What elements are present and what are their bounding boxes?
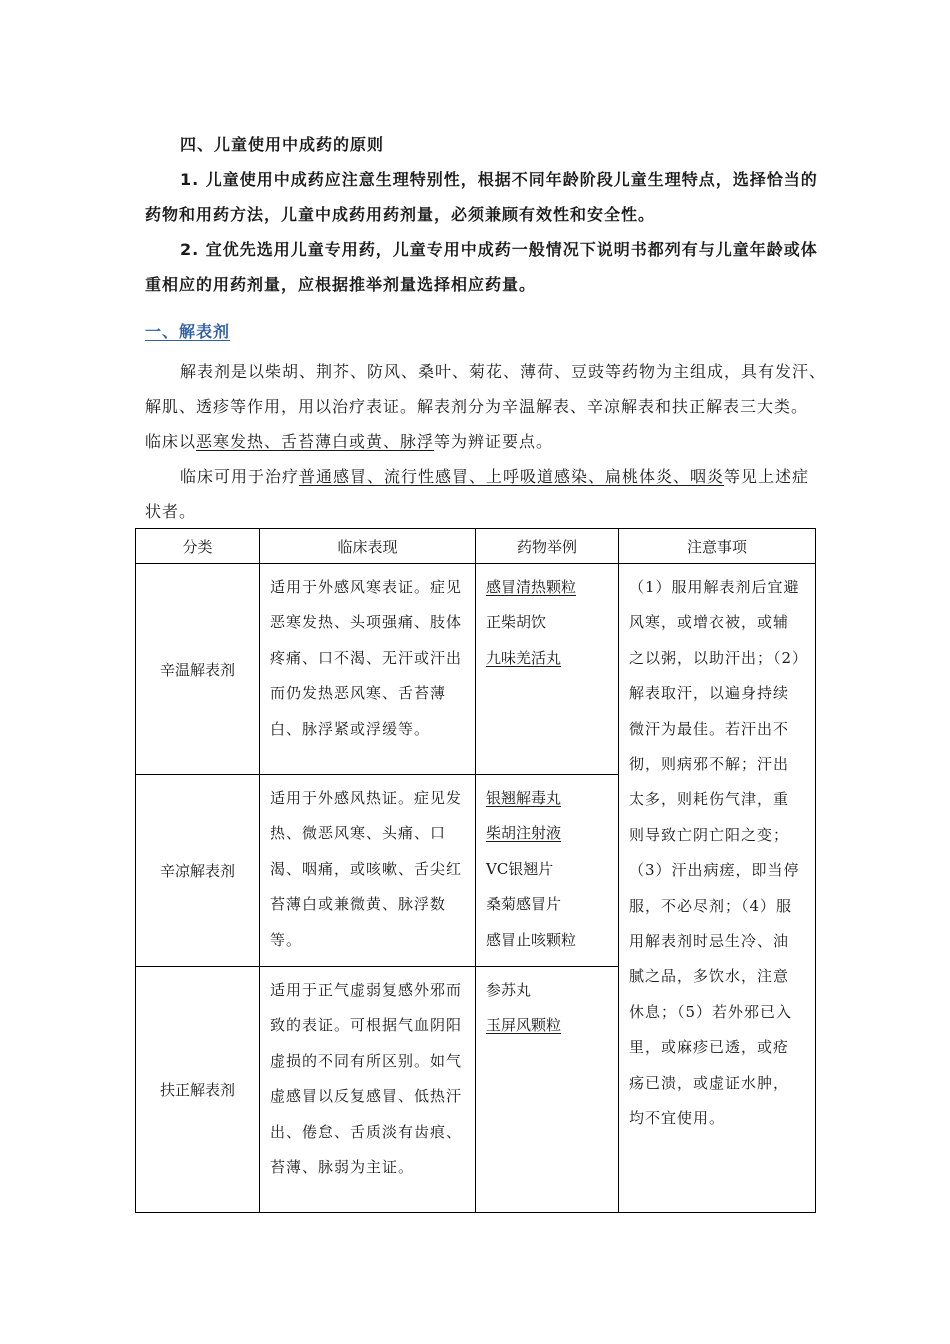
drug-name: 感冒止咳颗粒: [486, 930, 577, 949]
drug-link[interactable]: 柴胡注射液: [486, 824, 562, 843]
row-category: 辛温解表剂: [136, 564, 260, 775]
section4-heading: 四、儿童使用中成药的原则: [180, 135, 385, 154]
drug-link[interactable]: 九味羌活丸: [486, 648, 562, 667]
section1-para1-line2: 解肌、透疹等作用，用以治疗表证。解表剂分为辛温解表、辛凉解表和扶正解表三大类。: [145, 397, 809, 416]
para2-line1-post: 等见上述症: [724, 467, 810, 486]
header-drugs: 药物举例: [476, 529, 619, 564]
drug-link[interactable]: 银翘解毒丸: [486, 789, 562, 807]
table-row: [136, 564, 816, 775]
section1-para2-line1: [180, 465, 809, 489]
applicable-diseases: 普通感冒、流行性感冒、上呼吸道感染、扁桃体炎、咽炎: [299, 467, 725, 486]
drug-link[interactable]: 玉屏风颗粒: [486, 1016, 562, 1035]
row-drugs: [476, 564, 619, 775]
header-symptoms: 临床表现: [260, 529, 476, 564]
header-notes: 注意事项: [619, 529, 816, 564]
row-category: 辛凉解表剂: [136, 775, 260, 967]
para1-line3-pre: 临床以: [145, 432, 197, 451]
row-symptoms: [260, 564, 476, 775]
section1-para2-line2: 状者。: [145, 502, 197, 521]
section1-para1-line3: [145, 430, 553, 454]
section4-p1-line1: 1. 儿童使用中成药应注意生理特别性，根据不同年龄阶段儿童生理特点，选择恰当的: [180, 170, 818, 189]
section1-heading[interactable]: 一、解表剂: [145, 322, 231, 341]
drug-name: 桑菊感冒片: [486, 895, 562, 914]
section1-para1-line1: 解表剂是以柴胡、荆芥、防风、桑叶、菊花、薄荷、豆豉等药物为主组成，具有发汗、: [180, 362, 827, 381]
para1-line3-post: 等为辨证要点。: [434, 432, 554, 451]
section4-p1-line2: 药物和用药方法，儿童中成药用药剂量，必须兼顾有效性和安全性。: [145, 205, 656, 224]
row-symptoms: [260, 967, 476, 1213]
diagnosis-key-points: 恶寒发热、舌苔薄白或黄、脉浮: [196, 432, 435, 451]
drug-name: VC银翘片: [486, 859, 554, 878]
drug-name: 参苏丸: [486, 981, 532, 1000]
symptoms-text: 适用于外感风寒表证。症见恶寒发热、头项强痛、肢体疼痛、口不渴、无汗或汗出而仍发热恶风寒、舌苔薄白、脉浮紧或浮缓等。: [270, 578, 463, 738]
para2-line1-pre: 临床可用于治疗: [180, 467, 300, 486]
header-category: 分类: [136, 529, 260, 564]
table-header-row: [136, 529, 816, 564]
exterior-releasing-table: [135, 528, 816, 1213]
drug-name: 正柴胡饮: [486, 613, 547, 632]
row-category: 扶正解表剂: [136, 967, 260, 1213]
section4-p2-line1: 2. 宜优先选用儿童专用药，儿童专用中成药一般情况下说明书都列有与儿童年龄或体: [180, 240, 818, 259]
row-symptoms: [260, 775, 476, 967]
symptoms-text: 适用于外感风热证。症见发热、微恶风寒、头痛、口渴、咽痛，或咳嗽、舌尖红苔薄白或兼微黄、脉浮数等。: [270, 789, 463, 949]
section4-p2-line2: 重相应的用药剂量，应根据推举剂量选择相应药量。: [145, 275, 537, 294]
row-drugs: [476, 967, 619, 1213]
notes-cell: （1）服用解表剂后宜避风寒，或增衣被，或辅之以粥，以助汗出；（2）解表取汗，以遍身持续微汗为最佳。若汗出不彻，则病邪不解；汗出太多，则耗伤气津，重则导致亡阴亡阳之变；（3）汗出病瘥，即当停服，不必尽剂；（4）服用解表剂时忌生冷、油腻之品，多饮水，注意休息；（5）若外邪已入里，或麻疹已透，或疮疡已溃，或虚证水肿，均不宜使用。: [619, 564, 816, 1213]
row-drugs: [476, 775, 619, 967]
drug-link[interactable]: 感冒清热颗粒: [486, 578, 577, 596]
symptoms-text: 适用于正气虚弱复感外邪而致的表证。可根据气血阴阳虚损的不同有所区别。如气虚感冒以反复感冒、低热汗出、倦怠、舌质淡有齿痕、苔薄、脉弱为主证。: [270, 981, 463, 1177]
